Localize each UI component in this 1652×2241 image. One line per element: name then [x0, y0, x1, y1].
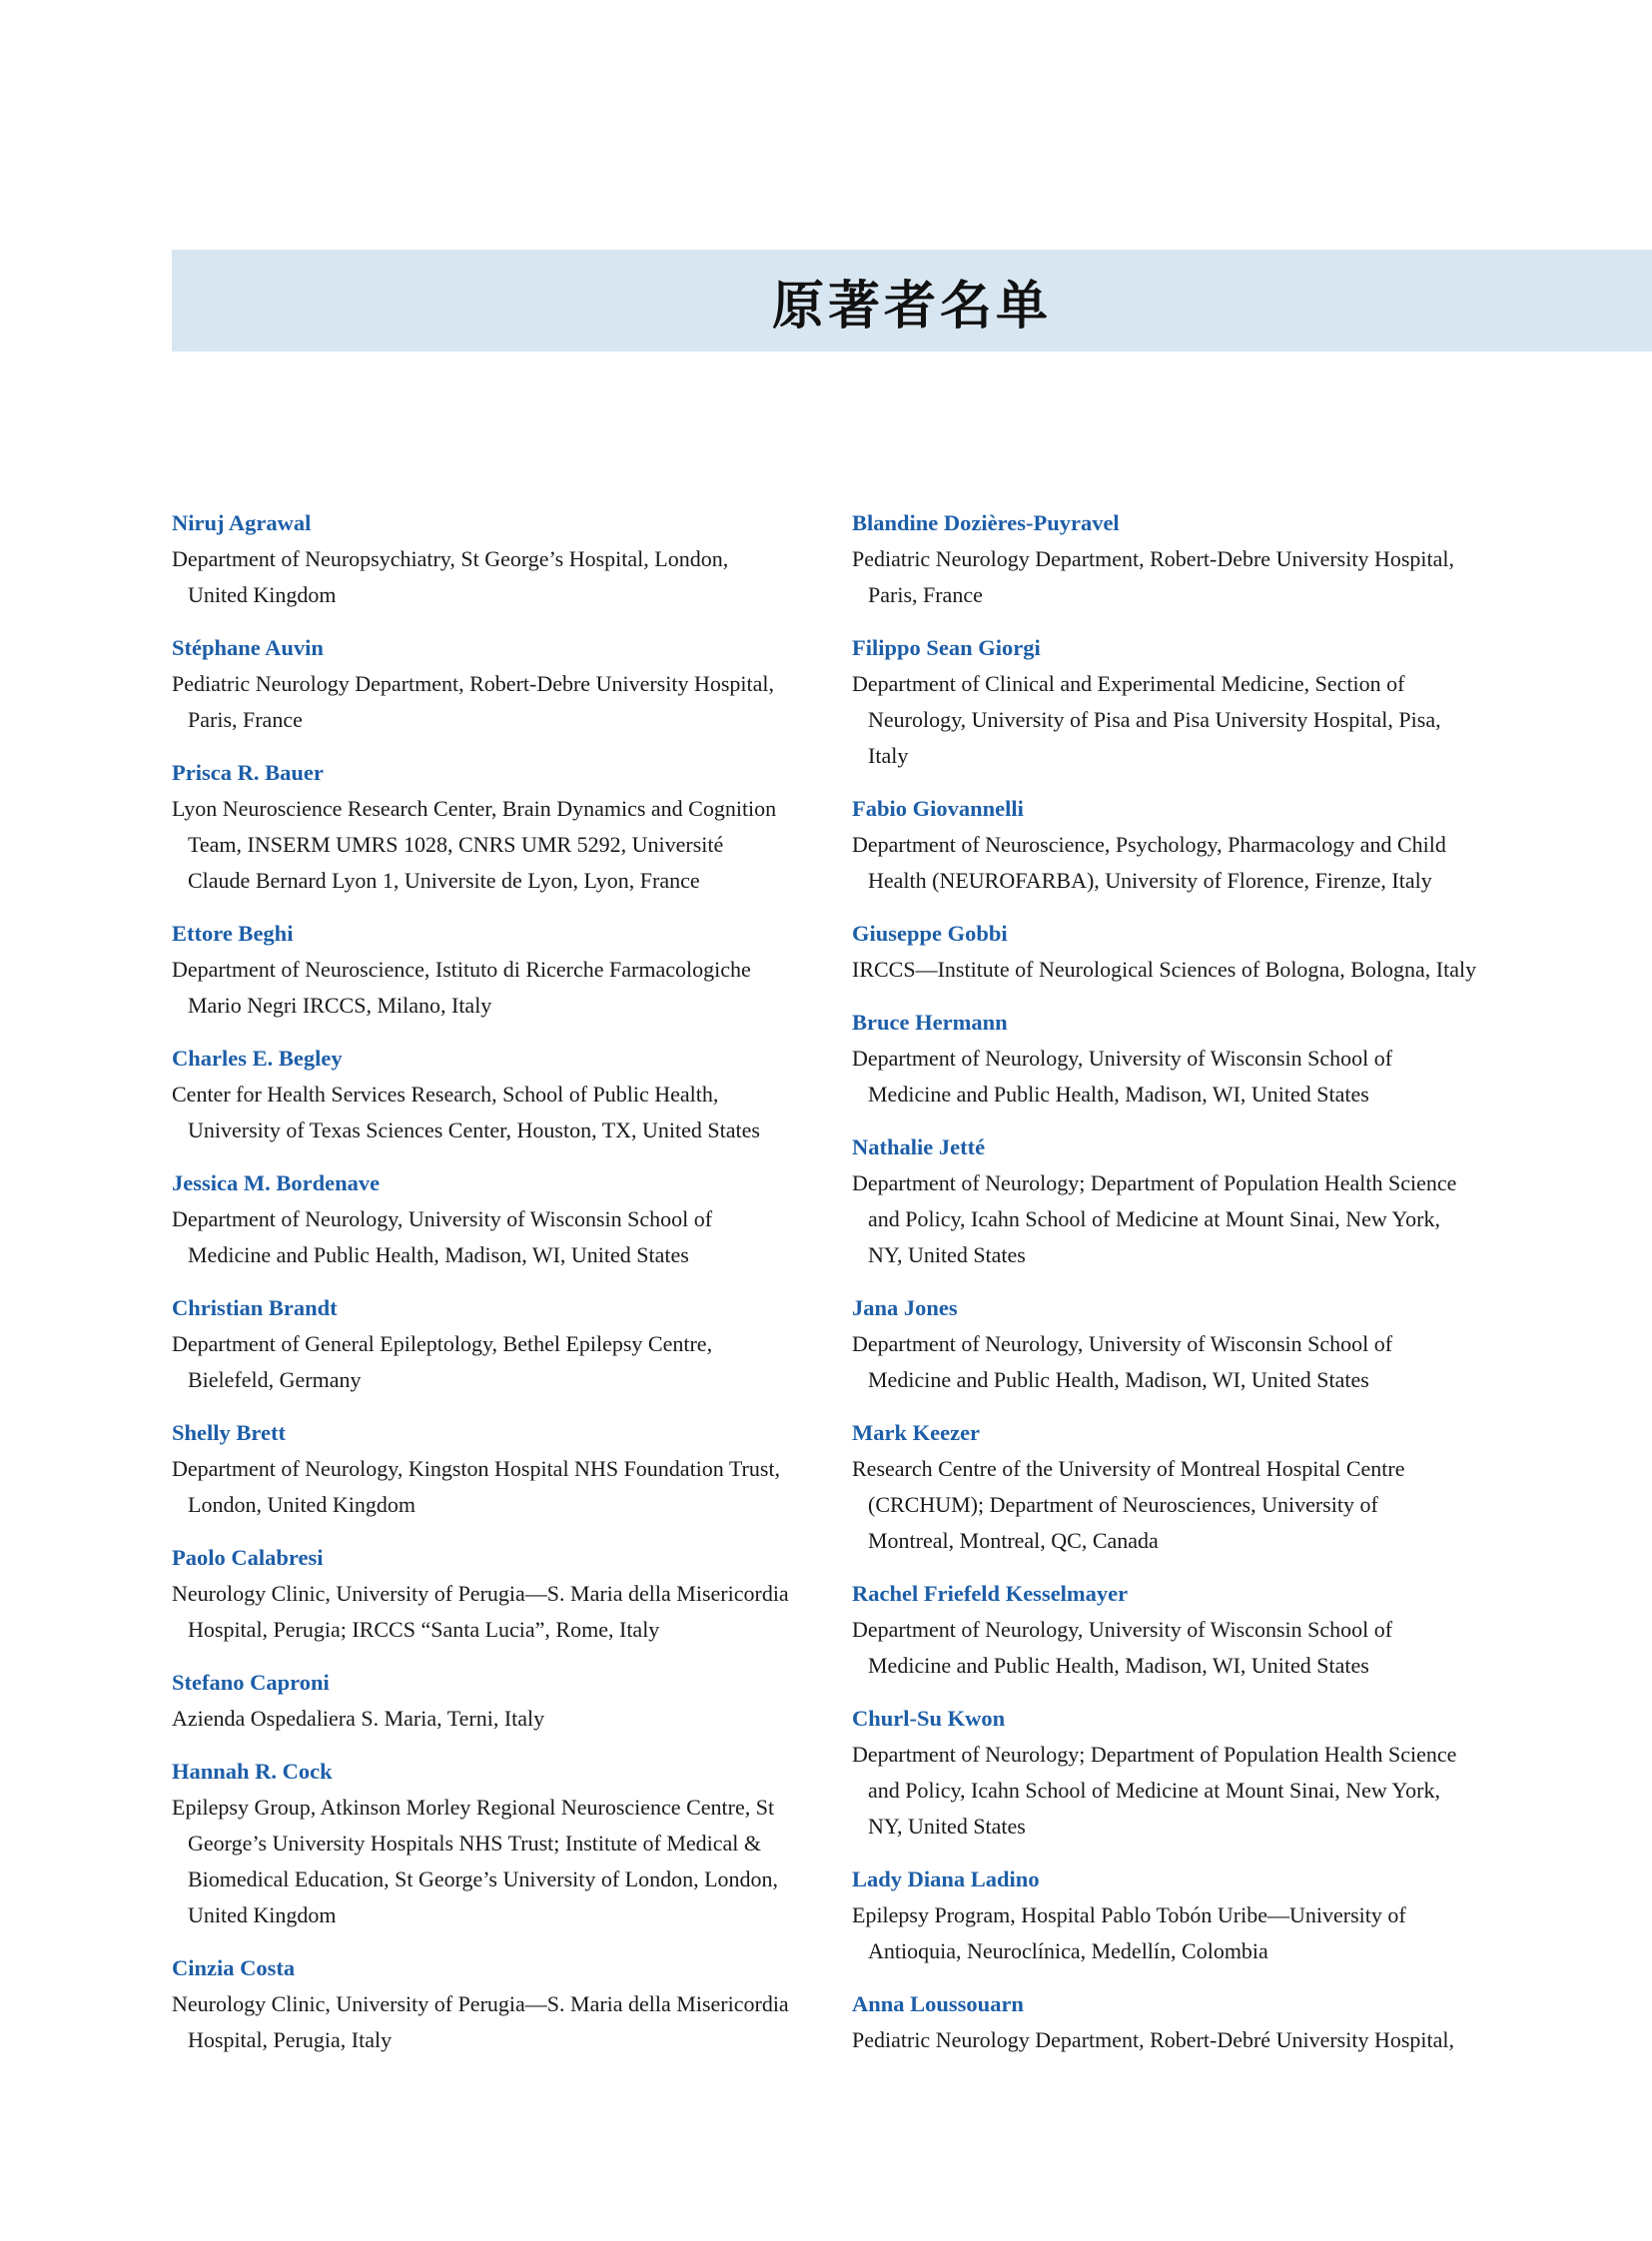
affiliation-line: Epilepsy Program, Hospital Pablo Tobón Uribe—University of [852, 1902, 1406, 1927]
affiliation-line: Medicine and Public Health, Madison, WI, United States [868, 1653, 1369, 1678]
affiliation-line: Pediatric Neurology Department, Robert-Debre University Hospital, [852, 546, 1455, 571]
contributor-affiliation [172, 1701, 811, 1737]
contributor-entry [852, 1862, 1491, 1969]
affiliation-line: George’s University Hospitals NHS Trust; Institute of Medical & [188, 1831, 762, 1856]
contributor-entry [852, 1290, 1491, 1398]
contributor-affiliation [172, 666, 811, 738]
affiliation-line: Department of Neuroscience, Istituto di Ricerche Farmacologiche [172, 957, 751, 982]
contributor-entry [172, 1950, 811, 2058]
contributor-name: Ettore Beghi [172, 921, 294, 946]
contributor-affiliation [172, 541, 811, 613]
contributor-entry [852, 1129, 1491, 1273]
affiliation-line: Department of Neurology; Department of Population Health Science [852, 1170, 1457, 1195]
contributor-name: Niruj Agrawal [172, 510, 312, 535]
contributor-entry [172, 505, 811, 613]
affiliation-line: Neurology Clinic, University of Perugia—S. Maria della Misericordia [172, 1581, 789, 1606]
contributor-list-left [172, 505, 811, 2075]
affiliation-line: Paris, France [188, 707, 303, 732]
contributor-name: Stéphane Auvin [172, 635, 324, 660]
affiliation-line: United Kingdom [188, 582, 337, 607]
contributor-name: Nathalie Jetté [852, 1134, 986, 1159]
contributor-affiliation [852, 1451, 1491, 1559]
affiliation-line: Department of Neurology, University of Wisconsin School of [852, 1046, 1393, 1071]
affiliation-line: Paris, France [868, 582, 983, 607]
contributor-entry [172, 1754, 811, 1933]
affiliation-line: Department of Neurology, University of Wisconsin School of [852, 1617, 1393, 1642]
contributor-name: Rachel Friefeld Kesselmayer [852, 1581, 1129, 1606]
contributor-affiliation [852, 1041, 1491, 1113]
contributor-entry [852, 916, 1491, 988]
contributor-name: Bruce Hermann [852, 1010, 1008, 1035]
contributor-name: Blandine Dozières-Puyravel [852, 510, 1120, 535]
contributor-entry [852, 1415, 1491, 1559]
contributor-entry [172, 1290, 811, 1398]
affiliation-line: Department of Neurology, University of Wisconsin School of [172, 1206, 713, 1231]
contributor-affiliation [172, 1451, 811, 1523]
contributor-name: Cinzia Costa [172, 1955, 296, 1980]
contributor-entry [172, 1415, 811, 1523]
affiliation-line: Montreal, Montreal, QC, Canada [868, 1528, 1159, 1553]
contributor-affiliation [852, 1612, 1491, 1684]
contributor-affiliation [852, 666, 1491, 774]
affiliation-line: Medicine and Public Health, Madison, WI, United States [868, 1367, 1369, 1392]
contributor-entry [852, 1986, 1491, 2058]
contributor-name: Hannah R. Cock [172, 1759, 333, 1784]
affiliation-line: Hospital, Perugia, Italy [188, 2027, 393, 2052]
contributor-affiliation [172, 791, 811, 899]
affiliation-line: Italy [868, 743, 909, 768]
contributor-name: Paolo Calabresi [172, 1545, 324, 1570]
affiliation-line: Azienda Ospedaliera S. Maria, Terni, Italy [172, 1706, 545, 1731]
affiliation-line: Department of Neurology, Kingston Hospital NHS Foundation Trust, [172, 1456, 781, 1481]
affiliation-line: IRCCS—Institute of Neurological Sciences of Bologna, Bologna, Italy [852, 957, 1477, 982]
affiliation-line: United Kingdom [188, 1902, 337, 1927]
affiliation-line: NY, United States [868, 1814, 1026, 1839]
contributor-name: Christian Brandt [172, 1295, 338, 1320]
affiliation-line: Team, INSERM UMRS 1028, CNRS UMR 5292, Université [188, 832, 724, 857]
affiliation-line: Pediatric Neurology Department, Robert-Debre University Hospital, [172, 671, 775, 696]
contributor-affiliation [852, 827, 1491, 899]
affiliation-line: Biomedical Education, St George’s University of London, London, [188, 1867, 779, 1891]
contributor-affiliation [172, 1201, 811, 1273]
affiliation-line: London, United Kingdom [188, 1492, 415, 1517]
affiliation-line: Department of Neuropsychiatry, St George’s Hospital, London, [172, 546, 729, 571]
contributor-entry [172, 755, 811, 899]
contributor-entry [172, 630, 811, 738]
affiliation-line: Epilepsy Group, Atkinson Morley Regional Neuroscience Centre, St [172, 1795, 775, 1820]
contributor-name: Jessica M. Bordenave [172, 1170, 381, 1195]
contributor-affiliation [172, 1986, 811, 2058]
contributor-name: Shelly Brett [172, 1420, 286, 1445]
contributor-name: Giuseppe Gobbi [852, 921, 1008, 946]
contributor-entry [852, 505, 1491, 613]
contributor-affiliation [172, 1576, 811, 1648]
contributor-entry [852, 791, 1491, 899]
contributor-name: Stefano Caproni [172, 1670, 330, 1695]
affiliation-line: and Policy, Icahn School of Medicine at Mount Sinai, New York, [868, 1206, 1440, 1231]
contributor-name: Churl-Su Kwon [852, 1706, 1006, 1731]
contributor-list-right [852, 505, 1491, 2075]
contributor-affiliation [172, 952, 811, 1024]
affiliation-line: Department of Neuroscience, Psychology, Pharmacology and Child [852, 832, 1446, 857]
contributor-entry [852, 630, 1491, 774]
affiliation-line: Department of Neurology; Department of Population Health Science [852, 1742, 1457, 1767]
affiliation-line: Neurology, University of Pisa and Pisa University Hospital, Pisa, [868, 707, 1441, 732]
affiliation-line: Mario Negri IRCCS, Milano, Italy [188, 993, 492, 1018]
affiliation-line: Department of Neurology, University of Wisconsin School of [852, 1331, 1393, 1356]
contributor-name: Lady Diana Ladino [852, 1867, 1040, 1891]
affiliation-line: University of Texas Sciences Center, Houston, TX, United States [188, 1118, 760, 1142]
affiliation-line: and Policy, Icahn School of Medicine at Mount Sinai, New York, [868, 1778, 1440, 1803]
contributor-affiliation [172, 1077, 811, 1148]
contributor-name: Jana Jones [852, 1295, 958, 1320]
contributor-entry [852, 1005, 1491, 1113]
contributor-entry [172, 1540, 811, 1648]
affiliation-line: Medicine and Public Health, Madison, WI, United States [188, 1242, 689, 1267]
contributor-name: Prisca R. Bauer [172, 760, 324, 785]
affiliation-line: (CRCHUM); Department of Neurosciences, University of [868, 1492, 1378, 1517]
title-band [172, 250, 1652, 352]
affiliation-line: Pediatric Neurology Department, Robert-Debré University Hospital, [852, 2027, 1455, 2052]
page-title: 原著者名单 [771, 275, 1052, 337]
contributor-affiliation [852, 952, 1491, 988]
contributor-affiliation [172, 1790, 811, 1933]
affiliation-line: Department of Clinical and Experimental Medicine, Section of [852, 671, 1405, 696]
contributor-entry [172, 1165, 811, 1273]
contributor-name: Filippo Sean Giorgi [852, 635, 1041, 660]
affiliation-line: Department of General Epileptology, Bethel Epilepsy Centre, [172, 1331, 713, 1356]
contributor-affiliation [852, 2022, 1491, 2058]
contributor-affiliation [852, 1737, 1491, 1845]
affiliation-line: Claude Bernard Lyon 1, Universite de Lyon, Lyon, France [188, 868, 700, 893]
contributor-affiliation [852, 1165, 1491, 1273]
contributor-affiliation [172, 1326, 811, 1398]
affiliation-line: Center for Health Services Research, School of Public Health, [172, 1082, 719, 1107]
affiliation-line: Hospital, Perugia; IRCCS “Santa Lucia”, Rome, Italy [188, 1617, 660, 1642]
contributor-name: Fabio Giovannelli [852, 796, 1024, 821]
contributor-name: Anna Loussouarn [852, 1991, 1024, 2016]
contributor-entry [852, 1576, 1491, 1684]
affiliation-line: Bielefeld, Germany [188, 1367, 362, 1392]
affiliation-line: Medicine and Public Health, Madison, WI, United States [868, 1082, 1369, 1107]
affiliation-line: NY, United States [868, 1242, 1026, 1267]
affiliation-line: Antioquia, Neuroclínica, Medellín, Colombia [868, 1938, 1268, 1963]
contributor-affiliation [852, 1326, 1491, 1398]
contributor-affiliation [852, 1897, 1491, 1969]
affiliation-line: Health (NEUROFARBA), University of Florence, Firenze, Italy [868, 868, 1432, 893]
affiliation-line: Neurology Clinic, University of Perugia—S. Maria della Misericordia [172, 1991, 789, 2016]
affiliation-line: Research Centre of the University of Montreal Hospital Centre [852, 1456, 1405, 1481]
affiliation-line: Lyon Neuroscience Research Center, Brain Dynamics and Cognition [172, 796, 777, 821]
contributor-name: Mark Keezer [852, 1420, 981, 1445]
contributor-entry [172, 916, 811, 1024]
contributor-affiliation [852, 541, 1491, 613]
contributor-entry [852, 1701, 1491, 1845]
contributor-name: Charles E. Begley [172, 1046, 343, 1071]
contributor-entry [172, 1665, 811, 1737]
contributor-entry [172, 1041, 811, 1148]
